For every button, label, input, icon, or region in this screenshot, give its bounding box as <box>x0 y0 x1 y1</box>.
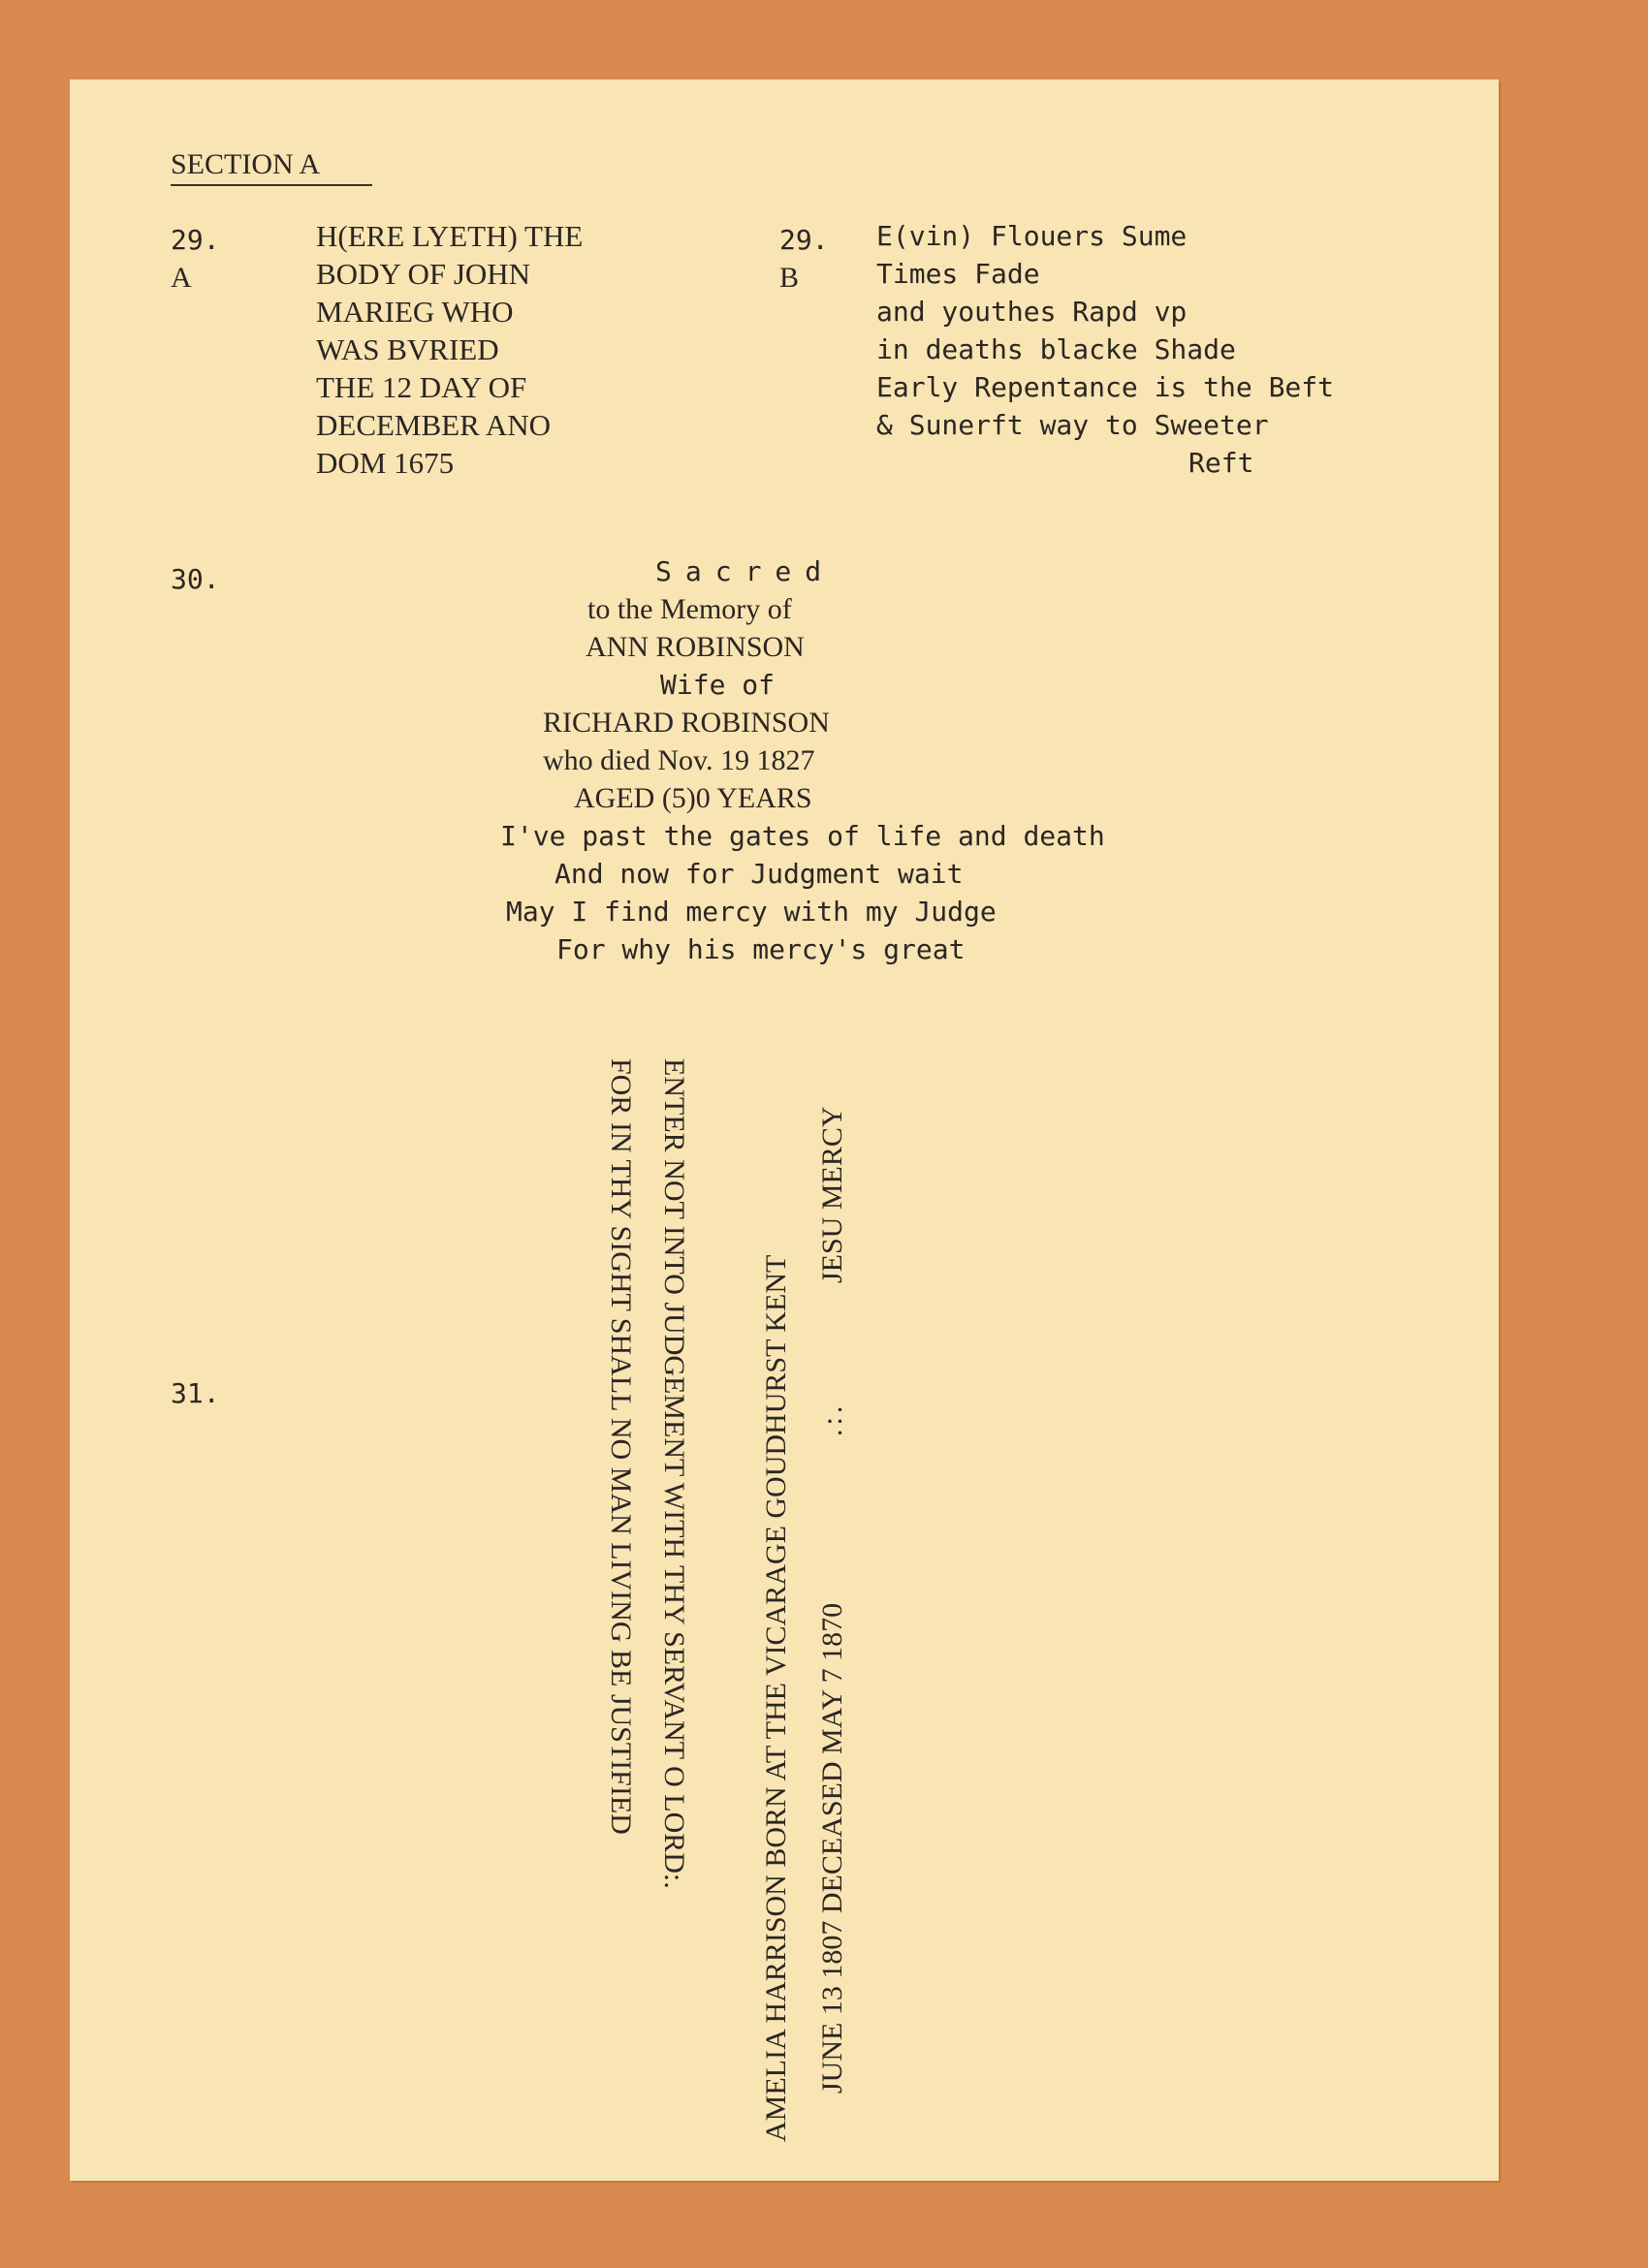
entry-29a-number: 29. <box>171 224 220 256</box>
inscription-line: & Sunerft way to Sweeter <box>876 409 1269 441</box>
inscription-line: May I find mercy with my Judge <box>506 896 997 928</box>
entry-29b-inscription <box>876 217 1334 482</box>
inscription-line: E(vin) Flouers Sume <box>876 220 1188 252</box>
inscription-line: ANN ROBINSON <box>586 631 805 663</box>
inscription-line: who died Nov. 19 1827 <box>543 744 815 776</box>
inscription-line: MARIEG WHO <box>316 295 514 329</box>
entry-29b-number: 29. <box>779 224 829 256</box>
inscription-line: and youthes Rapd vp <box>876 296 1188 328</box>
inscription-line: For why his mercy's great <box>556 933 966 965</box>
inscription-line: And now for Judgment wait <box>555 858 964 890</box>
inscription-line: Sacred <box>655 555 836 587</box>
inscription-line: AGED (5)0 YEARS <box>574 782 812 814</box>
inscription-line: DECEMBER ANO <box>316 408 551 442</box>
entry-31-number: 31. <box>171 1377 220 1409</box>
inscription-line: Early Repentance is the Beft <box>876 371 1335 403</box>
inscription-line: THE 12 DAY OF <box>316 370 527 404</box>
entry-31-text-amelia-harrison: AMELIA HARRISON BORN AT THE VICARAGE GOUDHURST KENT <box>760 1254 792 2142</box>
section-underline <box>171 184 372 186</box>
entry-30-inscription <box>461 552 1334 968</box>
entry-31-text-enter-not: ENTER NOT INTO JUDGEMENT WITH THY SERVANT O LORD:. <box>658 1058 690 1889</box>
inscription-line: RICHARD ROBINSON <box>543 707 830 739</box>
inscription-line: H(ERE LYETH) THE <box>316 219 584 253</box>
entry-31-text-dates: JUNE 13 1807 DECEASED MAY 7 1870 <box>816 1602 848 2094</box>
inscription-line: DOM 1675 <box>316 446 455 480</box>
document-page <box>70 79 1499 2181</box>
entry-30-number: 30. <box>171 563 220 595</box>
inscription-line: Times Fade <box>876 258 1040 290</box>
inscription-line: Wife of <box>660 669 776 701</box>
entry-29a-letter: A <box>171 262 192 294</box>
inscription-line: BODY OF JOHN <box>316 257 531 291</box>
entry-29b-letter: B <box>779 262 800 294</box>
inscription-line: WAS BVRIED <box>316 332 499 366</box>
inscription-line: Reft <box>1188 447 1254 479</box>
inscription-line: in deaths blacke Shade <box>876 333 1236 365</box>
section-heading: SECTION A <box>171 148 321 180</box>
entry-31-text-jesu-mercy: JESU MERCY <box>816 1106 848 1283</box>
entry-31-text-for-in-thy-sight: FOR IN THY SIGHT SHALL NO MAN LIVING BE JUSTIFIED <box>605 1058 637 1835</box>
inscription-line: to the Memory of <box>587 593 792 625</box>
entry-29a-inscription <box>316 217 583 482</box>
inscription-line: I've past the gates of life and death <box>500 820 1105 852</box>
entry-31-separator: .:. <box>816 1402 848 1436</box>
